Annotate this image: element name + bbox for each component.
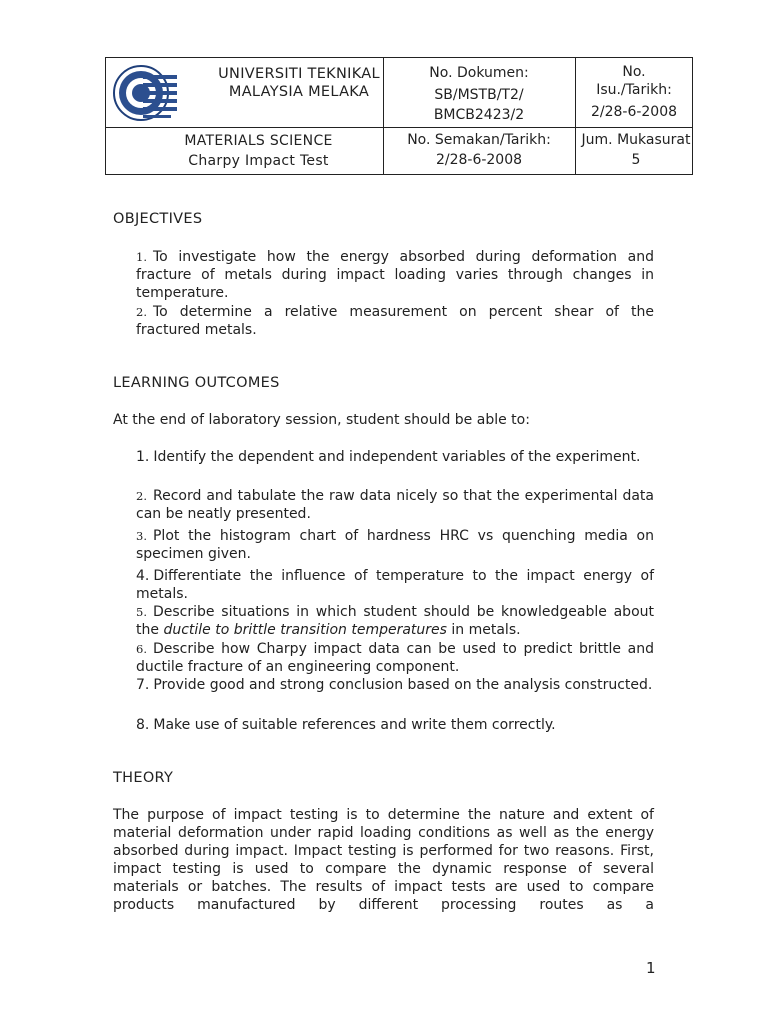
page-count-value: 5 bbox=[631, 152, 641, 168]
issue-value: 2/28-6-2008 bbox=[590, 104, 678, 120]
outcome-item bbox=[136, 676, 654, 694]
list-item-text: Identify the dependent and independent variables of the experiment. bbox=[153, 449, 641, 465]
list-number: 8. bbox=[136, 717, 150, 733]
learning-outcomes-intro: At the end of laboratory session, student should be able to: bbox=[113, 412, 530, 428]
list-number: 2. bbox=[136, 489, 147, 503]
experiment-title: Charpy Impact Test bbox=[188, 153, 329, 169]
issue-label: No. bbox=[622, 64, 646, 80]
list-item-text: Plot the histogram chart of hardness HRC vs quenching media on specimen given. bbox=[136, 528, 654, 562]
document-number-label: No. Dokumen: bbox=[429, 65, 529, 81]
course-cell bbox=[106, 131, 411, 171]
list-number: 5. bbox=[136, 605, 147, 619]
list-item-text: To investigate how the energy absorbed during deformation and fracture of metals during impact loading varies through changes in temperature. bbox=[136, 249, 654, 301]
list-item-text: Describe situations in which student should be knowledgeable about the bbox=[136, 604, 654, 638]
page-number: 1 bbox=[646, 959, 656, 977]
revision-cell bbox=[383, 130, 575, 170]
revision-label: No. Semakan/Tarikh: bbox=[407, 132, 551, 148]
list-number: 1. bbox=[136, 250, 147, 264]
outcome-item bbox=[136, 603, 654, 639]
outcome-item bbox=[136, 640, 654, 676]
list-item-text: Make use of suitable references and write them correctly. bbox=[153, 717, 556, 733]
course-title: MATERIALS SCIENCE bbox=[184, 133, 333, 149]
university-line-2: MALAYSIA MELAKA bbox=[228, 84, 370, 100]
university-line-1: UNIVERSITI TEKNIKAL bbox=[218, 66, 380, 82]
list-item-text: To determine a relative measurement on percent shear of the fractured metals. bbox=[136, 304, 654, 338]
document-header-table bbox=[105, 57, 693, 175]
table-divider bbox=[106, 127, 692, 128]
page-count-label: Jum. Mukasurat bbox=[581, 132, 691, 148]
objective-item bbox=[136, 303, 654, 339]
outcome-item bbox=[136, 567, 654, 603]
theory-heading: THEORY bbox=[113, 770, 174, 786]
revision-value: 2/28-6-2008 bbox=[435, 152, 523, 168]
issue-cell bbox=[575, 63, 693, 121]
learning-outcomes-heading: LEARNING OUTCOMES bbox=[113, 375, 280, 391]
list-number: 3. bbox=[136, 529, 147, 543]
document-number-value: SB/MSTB/T2/ bbox=[434, 87, 524, 103]
document-number-value: BMCB2423/2 bbox=[433, 107, 525, 123]
list-number: 1. bbox=[136, 449, 150, 465]
issue-label: Isu./Tarikh: bbox=[596, 82, 672, 98]
outcome-item bbox=[136, 487, 654, 523]
list-item-text: Describe how Charpy impact data can be used to predict brittle and ductile fracture of an engineering component. bbox=[136, 641, 654, 675]
page-count-cell bbox=[576, 130, 696, 170]
outcome-item bbox=[136, 716, 654, 734]
outcome-item bbox=[136, 527, 654, 563]
list-item-text: Differentiate the influence of temperature to the impact energy of metals. bbox=[136, 568, 654, 602]
list-number: 6. bbox=[136, 642, 147, 656]
objectives-heading: OBJECTIVES bbox=[113, 211, 203, 227]
list-number: 7. bbox=[136, 677, 150, 693]
ductile-brittle-term: ductile to brittle transition temperatures bbox=[163, 622, 447, 638]
list-item-text: Provide good and strong conclusion based on the analysis constructed. bbox=[153, 677, 653, 693]
outcome-item bbox=[136, 448, 654, 466]
theory-paragraph: The purpose of impact testing is to determine the nature and extent of material deformation under rapid loading conditions as well as the energy absorbed during impact. Impact testing is performed for two reasons. First, impact testing is used to compare the dynamic response of several materials or batches. The results of impact tests are used to compare products manufactured by different processing routes as a bbox=[113, 807, 654, 913]
university-name bbox=[204, 65, 394, 101]
list-item-text: in metals. bbox=[446, 622, 521, 638]
document-number-cell bbox=[383, 63, 575, 125]
list-item-text: Record and tabulate the raw data nicely so that the experimental data can be neatly presented. bbox=[136, 488, 654, 522]
list-number: 2. bbox=[136, 305, 147, 319]
list-number: 4. bbox=[136, 568, 150, 584]
university-logo-icon bbox=[109, 61, 179, 123]
objective-item bbox=[136, 248, 654, 302]
